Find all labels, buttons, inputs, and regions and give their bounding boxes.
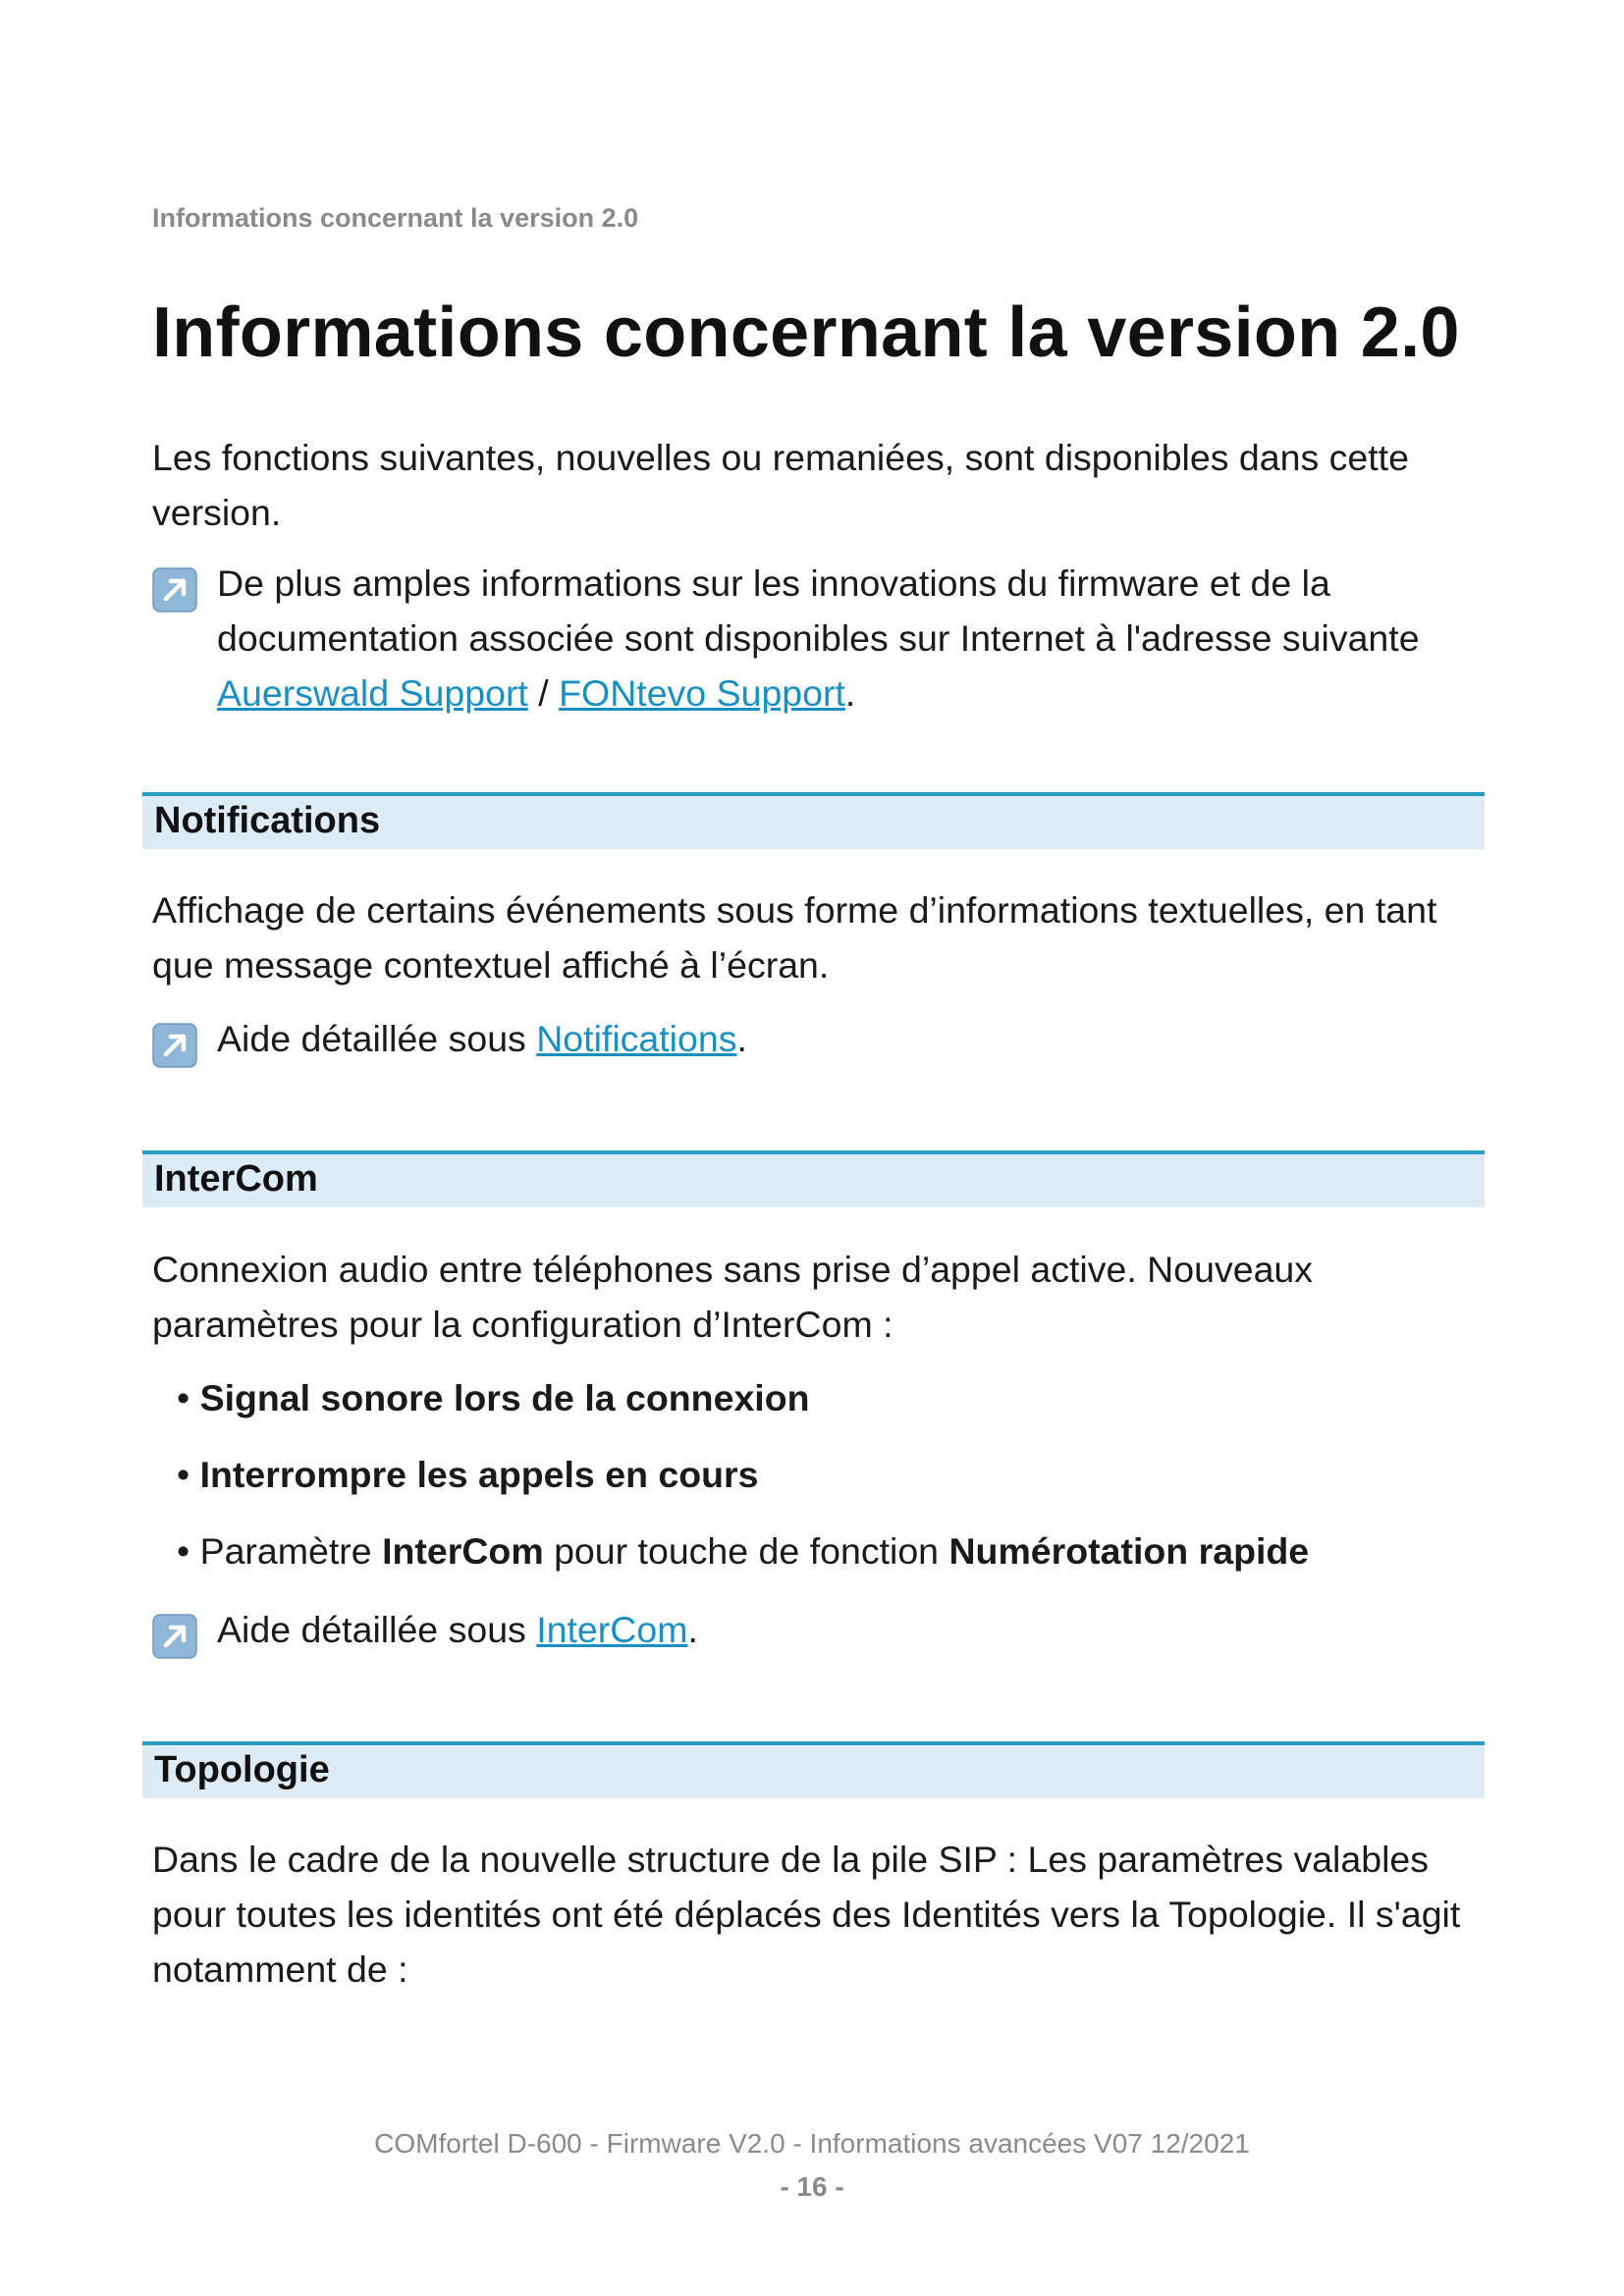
note-period: . [736,1018,747,1059]
bullet-text: pour touche de fonction [543,1530,949,1572]
bullet-text: Interrompre les appels en cours [199,1454,759,1495]
section-intercom [142,1150,1485,1207]
intro-paragraph: Les fonctions suivantes, nouvelles ou remaniées, sont disponibles dans cette version. [152,437,1409,533]
page-number: - 16 - [780,2171,844,2202]
intro-note-period: . [844,672,856,714]
list-item: • Interrompre les appels en cours [177,1454,759,1495]
note-prefix: Aide détaillée sous [217,1018,537,1059]
bullet-bold-term: Numérotation rapide [948,1530,1310,1572]
section-notifications [142,792,1485,849]
running-header: Informations concernant la version 2.0 [152,203,639,233]
page-title: Informations concernant la version 2.0 [152,294,1460,372]
fontevo-support-link[interactable]: FONtevo Support [559,672,845,714]
note-prefix: Aide détaillée sous [217,1609,537,1650]
intercom-paragraph: Connexion audio entre téléphones sans prise d’appel active. Nouveaux paramètres pour la configuration d’InterCom : [152,1249,1314,1345]
intro-note-body: De plus amples informations sur les innovations du firmware et de la documentation associée sont disponibles sur Internet à l'adresse suivante [217,562,1420,659]
arrow-link-icon [152,567,197,613]
arrow-link-icon [152,1023,197,1068]
notifications-help-link[interactable]: Notifications [536,1018,737,1059]
intro-note-text [217,556,1493,721]
link-separator: / [527,672,560,714]
section-heading-notifications: Notifications [154,800,381,841]
bullet-text: Paramètre [199,1530,383,1572]
list-item: • Signal sonore lors de la connexion [177,1377,810,1418]
section-topologie [142,1741,1485,1798]
arrow-link-icon [152,1614,197,1659]
notifications-note-text [217,1011,1493,1066]
note-period: . [687,1609,698,1650]
topologie-paragraph: Dans le cadre de la nouvelle structure de la pile SIP : Les paramètres valables pour toutes les identités ont été déplacés des Identités vers la Topologie. Il s'agit notamment de : [152,1839,1461,1990]
list-item: • Paramètre InterCom pour touche de fonction Numérotation rapide [177,1530,1310,1572]
bullet-text: Signal sonore lors de la connexion [199,1377,810,1418]
section-heading-topologie: Topologie [154,1749,330,1790]
intercom-note-text [217,1602,1493,1657]
bullet-bold-term: InterCom [382,1530,544,1572]
notifications-paragraph: Affichage de certains événements sous forme d’informations textuelles, en tant que message contextuel affiché à l’écran. [152,889,1437,986]
intercom-help-link[interactable]: InterCom [536,1609,688,1650]
footer-doc-info: COMfortel D-600 - Firmware V2.0 - Informations avancées V07 12/2021 [374,2128,1250,2159]
section-heading-intercom: InterCom [154,1158,318,1200]
auerswald-support-link[interactable]: Auerswald Support [217,672,528,714]
